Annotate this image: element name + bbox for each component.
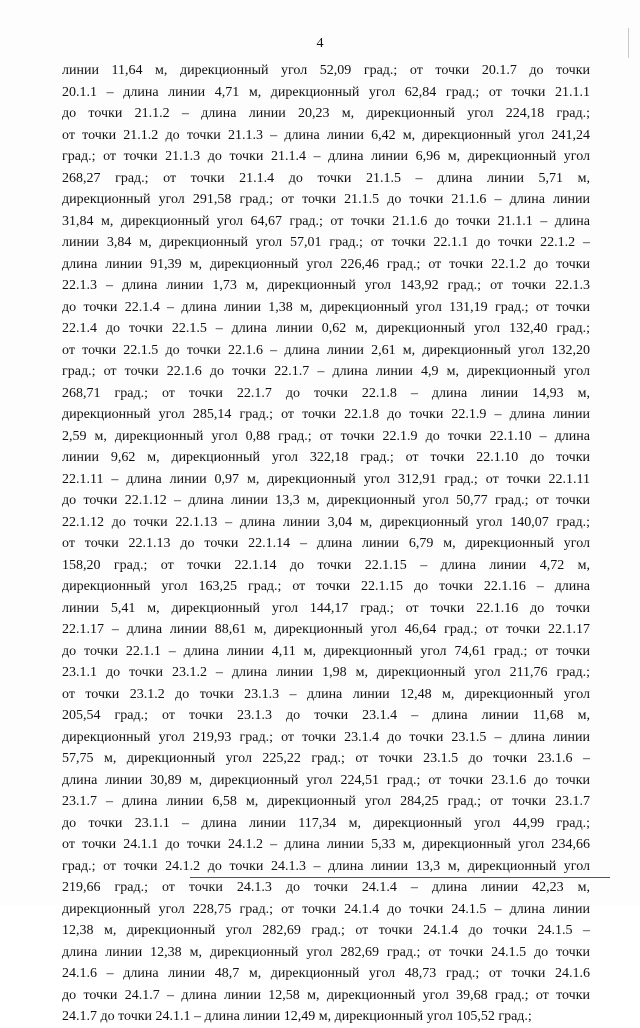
text-line: от точки 22.1.13 до точки 22.1.14 – длина линии 6,79 м, дирекционный угол [62,536,590,551]
text-line: линии 11,64 м, дирекционный угол 52,09 град.; от точки 20.1.7 до точки [62,63,590,78]
text-line: 268,71 град.; от точки 22.1.7 до точки 22.1.8 – длина линии 14,93 м, [62,385,590,401]
text-line: град.; от точки 21.1.3 до точки 21.1.4 – длина линии 6,96 м, дирекционный угол [62,149,590,164]
text-line: 12,38 м, дирекционный угол 282,69 град.; от точки 24.1.4 до точки 24.1.5 – [62,923,590,938]
text-line: от точки 24.1.1 до точки 24.1.2 – длина линии 5,33 м, дирекционный угол 234,66 [62,837,590,852]
text-line: град.; от точки 22.1.6 до точки 22.1.7 – длина линии 4,9 м, дирекционный угол [62,364,590,379]
text-line: до точки 21.1.2 – длина линии 20,23 м, дирекционный угол 224,18 град.; [62,106,590,121]
text-line: 205,54 град.; от точки 23.1.3 до точки 23.1.4 – длина линии 11,68 м, [62,708,590,723]
text-line: 268,27 град.; от точки 21.1.4 до точки 21.1.5 – длина линии 5,71 м, [62,170,590,186]
text-line: дирекционный угол 285,14 град.; от точки 22.1.8 до точки 22.1.9 – длина линии [62,407,590,422]
text-line: линии 9,62 м, дирекционный угол 322,18 град.; от точки 22.1.10 до точки [62,450,590,465]
text-line: 20.1.1 – длина линии 4,71 м, дирекционный угол 62,84 град.; от точки 21.1.1 [62,84,590,100]
text-line: 219,66 град.; от точки 24.1.3 до точки 24.1.4 – длина линии 42,23 м, [62,880,590,895]
text-line: длина линии 91,39 м, дирекционный угол 226,46 град.; от точки 22.1.2 до точки [62,256,590,272]
text-line: от точки 21.1.2 до точки 21.1.3 – длина линии 6,42 м, дирекционный угол 241,24 [62,127,590,143]
text-line: 2,59 м, дирекционный угол 0,88 град.; от точки 22.1.9 до точки 22.1.10 – длина [62,428,590,444]
text-line: от точки 23.1.2 до точки 23.1.3 – длина линии 12,48 м, дирекционный угол [62,686,590,702]
body-text [62,60,590,1028]
text-line: 22.1.4 до точки 22.1.5 – длина линии 0,62 м, дирекционный угол 132,40 град.; [62,321,590,336]
text-line: дирекционный угол 291,58 град.; от точки 21.1.5 до точки 21.1.6 – длина линии [62,192,590,207]
footer-rule [190,877,610,878]
text-line: 31,84 м, дирекционный угол 64,67 град.; от точки 21.1.6 до точки 21.1.1 – длина [62,213,590,229]
text-line: дирекционный угол 163,25 град.; от точки 22.1.15 до точки 22.1.16 – длина [62,579,590,594]
text-line: 57,75 м, дирекционный угол 225,22 град.; от точки 23.1.5 до точки 23.1.6 – [62,751,590,766]
text-line: 23.1.1 до точки 23.1.2 – длина линии 1,98 м, дирекционный угол 211,76 град.; [62,665,590,680]
text-line: дирекционный угол 228,75 град.; от точки 24.1.4 до точки 24.1.5 – длина линии [62,901,590,917]
text-line: град.; от точки 24.1.2 до точки 24.1.3 – длина линии 13,3 м, дирекционный угол [62,858,590,874]
text-line: до точки 22.1.1 – длина линии 4,11 м, дирекционный угол 74,61 град.; от точки [62,643,590,659]
text-line: линии 3,84 м, дирекционный угол 57,01 град.; от точки 22.1.1 до точки 22.1.2 – [62,235,590,250]
text-line: 24.1.7 до точки 24.1.1 – длина линии 12,49 м, дирекционный угол 105,52 град.; [62,1009,532,1024]
text-line: от точки 22.1.5 до точки 22.1.6 – длина линии 2,61 м, дирекционный угол 132,20 [62,342,590,358]
text-line: 22.1.12 до точки 22.1.13 – длина линии 3,04 м, дирекционный угол 140,07 град.; [62,514,590,530]
page-number: 4 [316,36,324,51]
text-line: 22.1.17 – длина линии 88,61 м, дирекционный угол 46,64 град.; от точки 22.1.17 [62,622,590,637]
text-line: 24.1.6 – длина линии 48,7 м, дирекционный угол 48,73 град.; от точки 24.1.6 [62,966,590,981]
text-line: линии 5,41 м, дирекционный угол 144,17 град.; от точки 22.1.16 до точки [62,600,590,616]
text-line: длина линии 12,38 м, дирекционный угол 282,69 град.; от точки 24.1.5 до точки [62,944,590,960]
text-line: длина линии 30,89 м, дирекционный угол 224,51 град.; от точки 23.1.6 до точки [62,772,590,788]
text-line: 22.1.11 – длина линии 0,97 м, дирекционный угол 312,91 град.; от точки 22.1.11 [62,471,590,487]
text-line: до точки 24.1.7 – длина линии 12,58 м, дирекционный угол 39,68 град.; от точки [62,987,590,1003]
text-line: 22.1.3 – длина линии 1,73 м, дирекционный угол 143,92 град.; от точки 22.1.3 [62,278,590,293]
text-line: 158,20 град.; от точки 22.1.14 до точки 22.1.15 – длина линии 4,72 м, [62,557,590,573]
text-line: 23.1.7 – длина линии 6,58 м, дирекционный угол 284,25 град.; от точки 23.1.7 [62,794,590,809]
text-line: до точки 23.1.1 – длина линии 117,34 м, дирекционный угол 44,99 град.; [62,815,590,831]
text-line: дирекционный угол 219,93 град.; от точки 23.1.4 до точки 23.1.5 – длина линии [62,729,590,745]
text-line: до точки 22.1.4 – длина линии 1,38 м, дирекционный угол 131,19 град.; от точки [62,299,590,315]
text-line: до точки 22.1.12 – длина линии 13,3 м, дирекционный угол 50,77 град.; от точки [62,493,590,508]
